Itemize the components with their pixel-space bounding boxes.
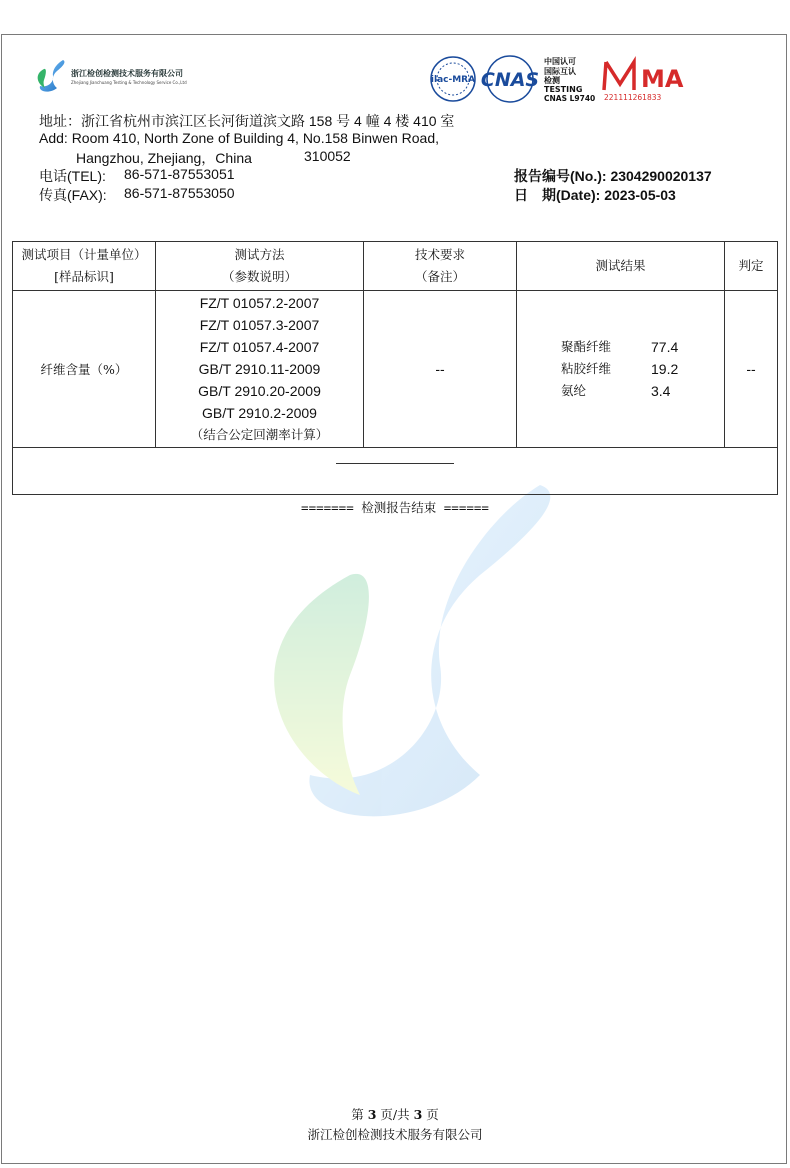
- fax-label: 传真(FAX):: [39, 187, 107, 203]
- table-header-row: [13, 242, 778, 291]
- cnas-line-1: 中国认可: [544, 57, 576, 66]
- company-logo: [34, 58, 66, 92]
- method-2: FZ/T 01057.3-2007: [199, 317, 320, 333]
- report-no-value: 2304290020137: [610, 168, 712, 184]
- method-3: FZ/T 01057.4-2007: [199, 339, 320, 355]
- cnas-line-5: CNAS L9740: [544, 94, 596, 103]
- cell-requirement: --: [364, 291, 517, 448]
- company-name-cn-small: 浙江检创检测技术服务有限公司: [71, 69, 183, 78]
- tel-label: 电话(TEL):: [39, 168, 106, 184]
- method-5: GB/T 2910.20-2009: [198, 383, 321, 399]
- method-4: GB/T 2910.11-2009: [198, 361, 321, 377]
- blank-divider: [336, 463, 454, 464]
- method-1: FZ/T 01057.2-2007: [199, 295, 320, 311]
- header-requirement: 技术要求 （备注）: [364, 242, 517, 291]
- header-result: 测试结果: [517, 242, 725, 291]
- report-date-value: 2023-05-03: [604, 187, 676, 203]
- result-row: [517, 336, 724, 358]
- page-number: 第 3 页/共 3 页: [351, 1107, 439, 1122]
- result-row: [517, 358, 724, 380]
- cma-logo: MA: [641, 65, 684, 93]
- result-fiber-name: 聚酯纤维: [561, 339, 612, 354]
- blank-cell: [13, 448, 778, 495]
- report-date: [514, 185, 676, 205]
- report-end-marker: ======= 检测报告结束 ======: [301, 500, 489, 515]
- method-6: GB/T 2910.2-2009: [202, 405, 317, 421]
- watermark-logo: [240, 475, 560, 825]
- address-en-line2: Hangzhou, Zhejiang，China: [76, 150, 252, 166]
- header-test-method: 测试方法 （参数说明）: [156, 242, 364, 291]
- cell-test-methods: [156, 291, 364, 448]
- header-judgement: 判定: [725, 242, 778, 291]
- cnas-line-3: 检测: [544, 76, 560, 85]
- tel-number: 86-571-87553051: [124, 166, 235, 182]
- company-name-en: Zhejiang Jianchuang Testing & Technology Service Co.,Ltd: [71, 80, 187, 85]
- cnas-line-4: TESTING: [544, 85, 583, 94]
- result-fiber-name: 粘胶纤维: [561, 361, 612, 376]
- table-row: [13, 291, 778, 448]
- cnas-line-2: 国际互认: [544, 67, 576, 76]
- header-test-item: 测试项目（计量单位） [样品标识]: [13, 242, 156, 291]
- cnas-logo: CNAS: [480, 69, 540, 91]
- cell-results: [517, 291, 725, 448]
- result-fiber-value: 3.4: [651, 383, 671, 399]
- fax-number: 86-571-87553050: [124, 185, 235, 201]
- table-blank-row: [13, 448, 778, 495]
- cell-judgement: --: [725, 291, 778, 448]
- report-no-label: 报告编号(No.):: [514, 168, 607, 184]
- cell-test-item: 纤维含量（%）: [13, 291, 156, 448]
- postcode: 310052: [304, 148, 351, 164]
- method-note: （结合公定回潮率计算）: [190, 427, 329, 442]
- result-row: [517, 380, 724, 402]
- ilac-mra-logo: ilac-MRA: [430, 75, 476, 85]
- cma-number: 221111261833: [604, 93, 662, 102]
- report-date-label: 日 期(Date):: [514, 187, 601, 203]
- address-en-line1: Add: Room 410, North Zone of Building 4, No.158 Binwen Road,: [39, 130, 440, 146]
- result-fiber-name: 氨纶: [561, 383, 587, 398]
- test-results-table: [12, 241, 778, 495]
- certification-marks: [428, 54, 684, 106]
- report-no: [514, 166, 712, 186]
- footer-company: 浙江检创检测技术服务有限公司: [307, 1127, 483, 1142]
- address-cn: 地址：浙江省杭州市滨江区长河街道滨文路 158 号 4 幢 4 楼 410 室: [39, 113, 455, 129]
- result-fiber-value: 77.4: [651, 339, 679, 355]
- result-fiber-value: 19.2: [651, 361, 679, 377]
